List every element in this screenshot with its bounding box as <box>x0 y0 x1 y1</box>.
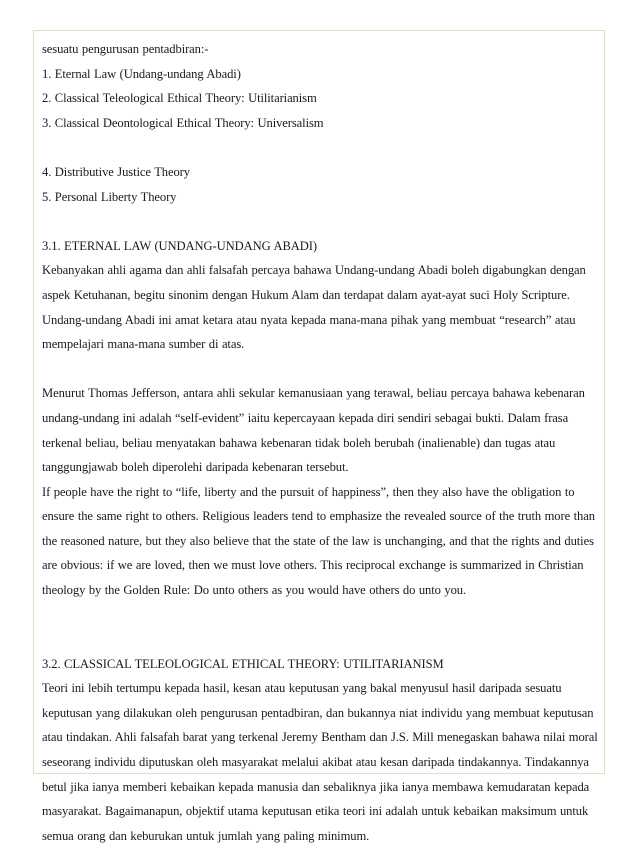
paragraph-line: Menurut Thomas Jefferson, antara ahli sekular kemanusiaan yang terawal, beliau percaya bahawa kebenaran <box>42 386 585 401</box>
spacer <box>42 603 604 652</box>
paragraph-line: ensure the same right to others. Religious leaders tend to emphasize the revealed source of the truth more than <box>42 509 595 524</box>
document-page <box>33 30 605 843</box>
spacer <box>42 357 604 382</box>
paragraph-line: the reasoned nature, but they also believe that the state of the law is unchanging, and that the rights and duties <box>42 533 594 548</box>
paragraph-line: keputusan yang dilakukan oleh pengurusan pentadbiran, dan bukannya niat individu yang membuat keputusan <box>42 705 594 720</box>
list-item: 2. Classical Teleological Ethical Theory: Utilitarianism <box>42 91 317 106</box>
paragraph-line: Kebanyakan ahli agama dan ahli falsafah percaya bahawa Undang-undang Abadi boleh digabungkan dengan <box>42 263 586 278</box>
paragraph-line: tanggungjawab boleh diperolehi daripada kebenaran tersebut. <box>42 460 349 475</box>
paragraph-line: seseorang individu diputuskan oleh masyarakat melalui akibat atau kesan daripada tindakannya. Tindakannya <box>42 755 589 770</box>
intro-line: sesuatu pengurusan pentadbiran:- <box>42 42 209 56</box>
paragraph-line: Undang-undang Abadi ini amat ketara atau nyata kepada mana-mana pihak yang membuat “research” atau <box>42 312 576 327</box>
paragraph-line: betul jika ianya memberi kebaikan kepada manusia dan sebaliknya jika ianya membawa kemudaratan kepada <box>42 779 590 794</box>
paragraph-line: aspek Ketuhanan, begitu sinonim dengan Hukum Alam dan terdapat dalam ayat-ayat suci Holy Scripture. <box>42 287 570 302</box>
section-heading-eternal-law: 3.1. ETERNAL LAW (UNDANG-UNDANG ABADI) <box>42 238 317 253</box>
paragraph-line: If people have the right to “life, liberty and the pursuit of happiness”, then they also have the obligation to <box>42 484 575 499</box>
paragraph-line: atau tindakan. Ahli falsafah barat yang terkenal Jeremy Bentham dan J.S. Mill menegaskan bahawa nilai moral <box>42 730 598 745</box>
list-item: 3. Classical Deontological Ethical Theory: Universalism <box>42 115 324 130</box>
list-item: 5. Personal Liberty Theory <box>42 189 177 204</box>
paragraph-line: mempelajari mana-mana sumber di atas. <box>42 337 245 352</box>
paragraph-line: Teori ini lebih tertumpu kepada hasil, kesan atau keputusan yang bakal menyusul hasil daripada sesuatu <box>42 681 562 696</box>
spacer <box>42 135 604 160</box>
paragraph-line: masyarakat. Bagaimanapun, objektif utama keputusan etika teori ini adalah untuk kebaikan maksimum untuk <box>42 804 589 819</box>
paragraph-line: undang-undang ini adalah “self-evident” iaitu kepercayaan kepada diri sendiri sebagai bukti. Dalam frasa <box>42 410 569 425</box>
paragraph-line: semua orang dan keburukan untuk jumlah yang paling minimum. <box>42 828 370 843</box>
paragraph-line: are obvious: if we are loved, then we must love others. This reciprocal exchange is summarized in Christian <box>42 558 584 573</box>
spacer <box>42 209 604 234</box>
paragraph-line: terkenal beliau, beliau menyatakan bahawa kebenaran tidak boleh berubah (inalienable) dan tugas atau <box>42 435 556 450</box>
list-item: 4. Distributive Justice Theory <box>42 164 190 179</box>
list-item: 1. Eternal Law (Undang-undang Abadi) <box>42 66 241 81</box>
section-heading-utilitarianism: 3.2. CLASSICAL TELEOLOGICAL ETHICAL THEORY: UTILITARIANISM <box>42 656 444 671</box>
paragraph-line: theology by the Golden Rule: Do unto others as you would have others do unto you. <box>42 583 467 598</box>
